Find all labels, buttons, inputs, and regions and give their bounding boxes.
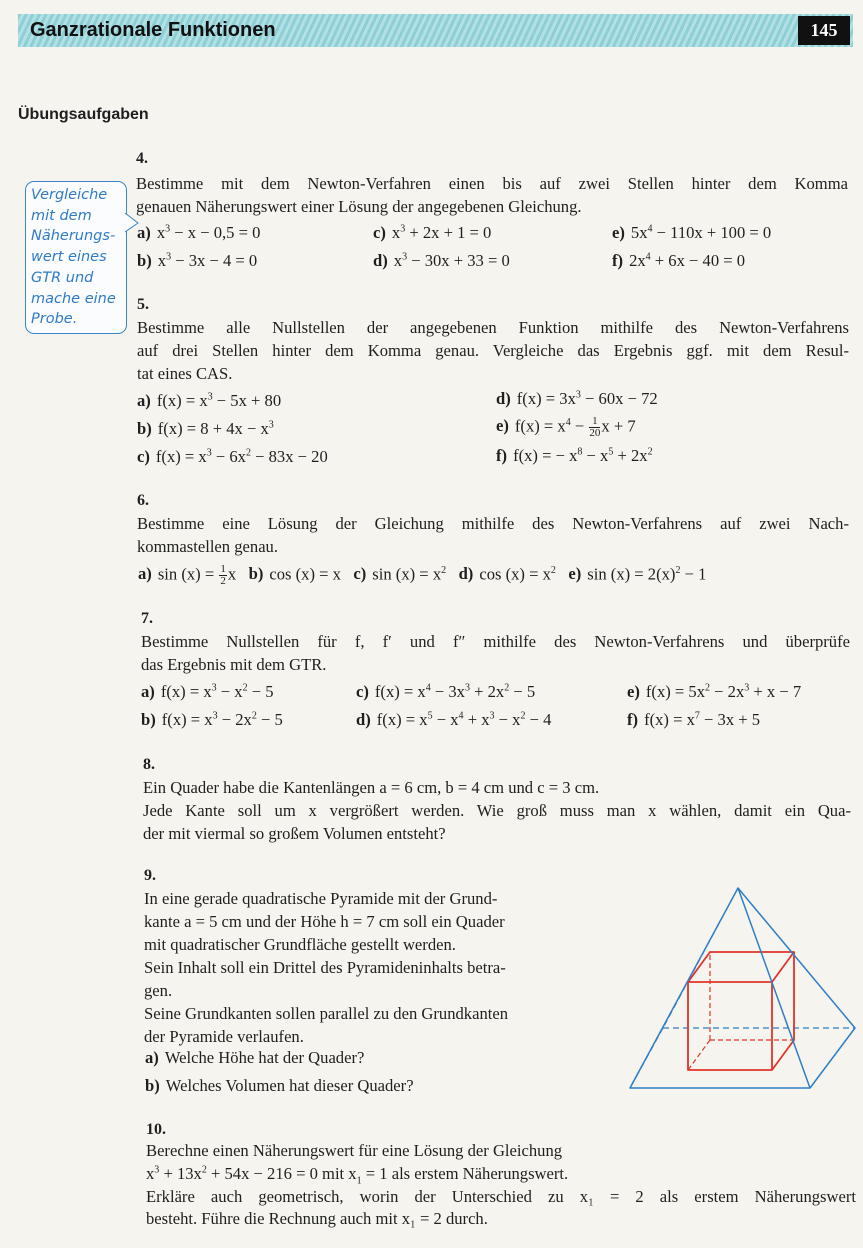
task-9a: a) Welche Höhe hat der Quader?: [145, 1048, 365, 1067]
text-line: Bestimme eine Lösung der Gleichung mithilfe des Newton-Verfahrens auf zwei Nach-: [137, 514, 849, 533]
task-number: 5.: [137, 296, 149, 313]
cuboid-hidden-edge: [688, 1040, 710, 1070]
hint-line: wert eines: [31, 249, 107, 266]
item-label: b): [248, 564, 264, 584]
task-4f: f) $2x^4 + 6x - 40 = 0$: [612, 251, 746, 270]
item-label: b): [137, 251, 152, 270]
text-line: das Ergebnis mit dem GTR.: [141, 655, 327, 674]
task-7-text-2: [141, 653, 850, 676]
task-4c: c) $x^3 + 2x + 1 = 0$: [373, 223, 492, 242]
task-9-text: [144, 887, 599, 1048]
item-label: b): [145, 1076, 160, 1095]
text-line: auf drei Stellen hinter dem Komma genau. Vergleiche das Ergebnis ggf. mit dem Resul-: [137, 341, 849, 360]
item-label: a): [138, 564, 152, 584]
text-line: tat eines CAS.: [137, 364, 233, 383]
task-7d: d) $f(x) = x^5 - x^4 + x^3 - x^2 - 4$: [356, 710, 552, 729]
hint-line: Näherungs-: [31, 228, 116, 245]
task-4e: e) $5x^4 - 110x + 100 = 0$: [612, 223, 772, 242]
task-number: 8.: [143, 756, 155, 773]
task-7f: f) $f(x) = x^7 - 3x + 5$: [627, 710, 761, 729]
hint-line: Vergleiche: [31, 187, 108, 203]
task-8-text: [143, 776, 851, 799]
hint-line: GTR und: [31, 269, 94, 286]
text-line: der Pyramide verlaufen.: [144, 1027, 304, 1046]
hint-line: mit dem: [31, 207, 92, 224]
hint-line: Probe.: [31, 311, 78, 328]
task-5e: e) $f(x) = x^4$ − $\frac{1}{20}$ x + 7: [496, 415, 636, 439]
task-number: 9.: [144, 867, 156, 884]
item-label: d): [356, 710, 371, 729]
task-5-text-3: [137, 362, 849, 385]
text-line: kommastellen genau.: [137, 537, 279, 556]
task-6-items: a) sin (x) = $\frac{1}{2}$ x b) cos (x) = x c) $\sin (x) = x^2$ d) $\cos (x) = x^2$ e) $\sin (x) = 2(x)^2 - 1$: [138, 563, 707, 587]
task-10-line1: Berechne einen Näherungswert für eine Lösung der Gleichung: [146, 1141, 563, 1160]
task-number: 10.: [146, 1121, 166, 1138]
item-label: f): [612, 251, 624, 270]
item-label: a): [137, 391, 151, 410]
item-label: f): [627, 710, 639, 729]
item-label: e): [627, 682, 640, 701]
section-title: Übungsaufgaben: [18, 106, 149, 123]
fraction: $\frac{1}{20}$: [589, 415, 601, 439]
task-8-text-2: [143, 799, 851, 822]
task-5b: b) $f(x) = 8 + 4x - x^3$: [137, 419, 274, 438]
task-7e: e) $f(x) = 5x^2 - 2x^3 + x - 7$: [627, 682, 802, 701]
task-5f: f) f(x) = − $x^8 - x^5 + 2x^2$: [496, 446, 653, 465]
task-7a: a) $f(x) = x^3 - x^2 - 5$: [141, 682, 274, 701]
text-line: mit quadratischer Grundfläche gestellt werden.: [144, 935, 456, 954]
task-7b: b) $f(x) = x^3 - 2x^2 - 5$: [141, 710, 283, 729]
task-number: 4.: [136, 150, 148, 167]
task-4-text-2: [136, 195, 848, 218]
text-line: Jede Kante soll um x vergrößert werden. Wie groß muss man x wählen, damit ein Qua-: [143, 801, 851, 820]
task-number: 7.: [141, 610, 153, 627]
text-line: Bestimme Nullstellen für f, f′ und f″ mithilfe des Newton-Verfahrens und überprüfe: [141, 632, 850, 651]
pyramid-edge: [738, 888, 810, 1088]
item-label: c): [373, 223, 386, 242]
hint-line: mache eine: [31, 290, 116, 307]
text-line: Seine Grundkanten sollen parallel zu den Grundkanten: [144, 1004, 509, 1023]
task-5-text-2: [137, 339, 849, 362]
task-4a: a) $x^3 - x - 0,5 = 0$: [137, 223, 261, 242]
item-label: e): [568, 564, 582, 584]
text-line: der mit viermal so großem Volumen entsteht?: [143, 824, 446, 843]
item-label: b): [141, 710, 156, 729]
task-number: 6.: [137, 492, 149, 509]
task-10-equation: $x^3 + 13x^2 + 54x - 216 = 0$ mit $x_1 = 1$ als erstem Näherungswert.: [146, 1164, 569, 1187]
item-label: c): [353, 564, 367, 584]
task-4d: d) $x^3 - 30x + 33 = 0$: [373, 251, 510, 270]
task-8-text-3: [143, 822, 851, 845]
task-5c: c) $f(x) = x^3 - 6x^2 - 83x - 20$: [137, 447, 328, 466]
item-label: d): [458, 564, 474, 584]
item-label: b): [137, 419, 152, 438]
text-line: Ein Quader habe die Kantenlängen a = 6 cm, b = 4 cm und c = 3 cm.: [143, 778, 600, 797]
item-label: e): [496, 416, 509, 436]
item-label: d): [373, 251, 388, 270]
chapter-title: Ganzrationale Funktionen: [30, 19, 276, 41]
item-label: e): [612, 223, 625, 242]
hint-text: [31, 185, 126, 330]
pyramid-outline: [630, 888, 855, 1088]
task-5d: d) $f(x) = 3x^3 - 60x - 72$: [496, 389, 658, 408]
page-number: 145: [798, 16, 850, 45]
task-9b: b) Welches Volumen hat dieser Quader?: [145, 1076, 414, 1095]
item-label: f): [496, 446, 508, 465]
task-6-text-2: [137, 535, 849, 558]
text-line: Bestimme alle Nullstellen der angegebenen Funktion mithilfe des Newton-Verfahrens: [137, 318, 849, 337]
text-line: Bestimme mit dem Newton-Verfahren einen bis auf zwei Stellen hinter dem Komma: [136, 174, 848, 193]
text-line: genauen Näherungswert einer Lösung der angegebenen Gleichung.: [136, 197, 582, 216]
cuboid-top-face: [688, 952, 794, 982]
item-label: c): [137, 447, 150, 466]
task-7c: c) $f(x) = x^4 - 3x^3 + 2x^2 - 5$: [356, 682, 536, 701]
fraction: $\frac{1}{2}$: [220, 563, 226, 587]
item-label: a): [141, 682, 155, 701]
item-label: a): [145, 1048, 159, 1067]
task-10-line4: besteht. Führe die Rechnung auch mit x₁ = 2 durch.: [146, 1209, 488, 1228]
pyramid-cuboid-figure: [620, 880, 860, 1095]
task-5a: a) $f(x) = x^3 - 5x + 80$: [137, 391, 282, 410]
task-4b: b) $x^3 - 3x - 4 = 0$: [137, 251, 258, 270]
task-10-line3: [146, 1185, 856, 1208]
text-line: gen.: [144, 981, 173, 1000]
task-7-text: [141, 630, 850, 653]
task-5-text: [137, 316, 849, 339]
item-label: a): [137, 223, 151, 242]
text-line: kante a = 5 cm und der Höhe h = 7 cm soll ein Quader: [144, 912, 505, 931]
task-6-text: [137, 512, 849, 535]
task-4-text: [136, 172, 848, 195]
item-label: c): [356, 682, 369, 701]
text-line: Sein Inhalt soll ein Drittel des Pyramideninhalts betra-: [144, 958, 506, 977]
item-label: d): [496, 389, 511, 408]
cuboid-front-face: [688, 982, 772, 1070]
text-line: Erkläre auch geometrisch, worin der Unterschied zu x₁ = 2 als erstem Näherungswert: [146, 1187, 856, 1206]
text-line: In eine gerade quadratische Pyramide mit der Grund-: [144, 889, 498, 908]
